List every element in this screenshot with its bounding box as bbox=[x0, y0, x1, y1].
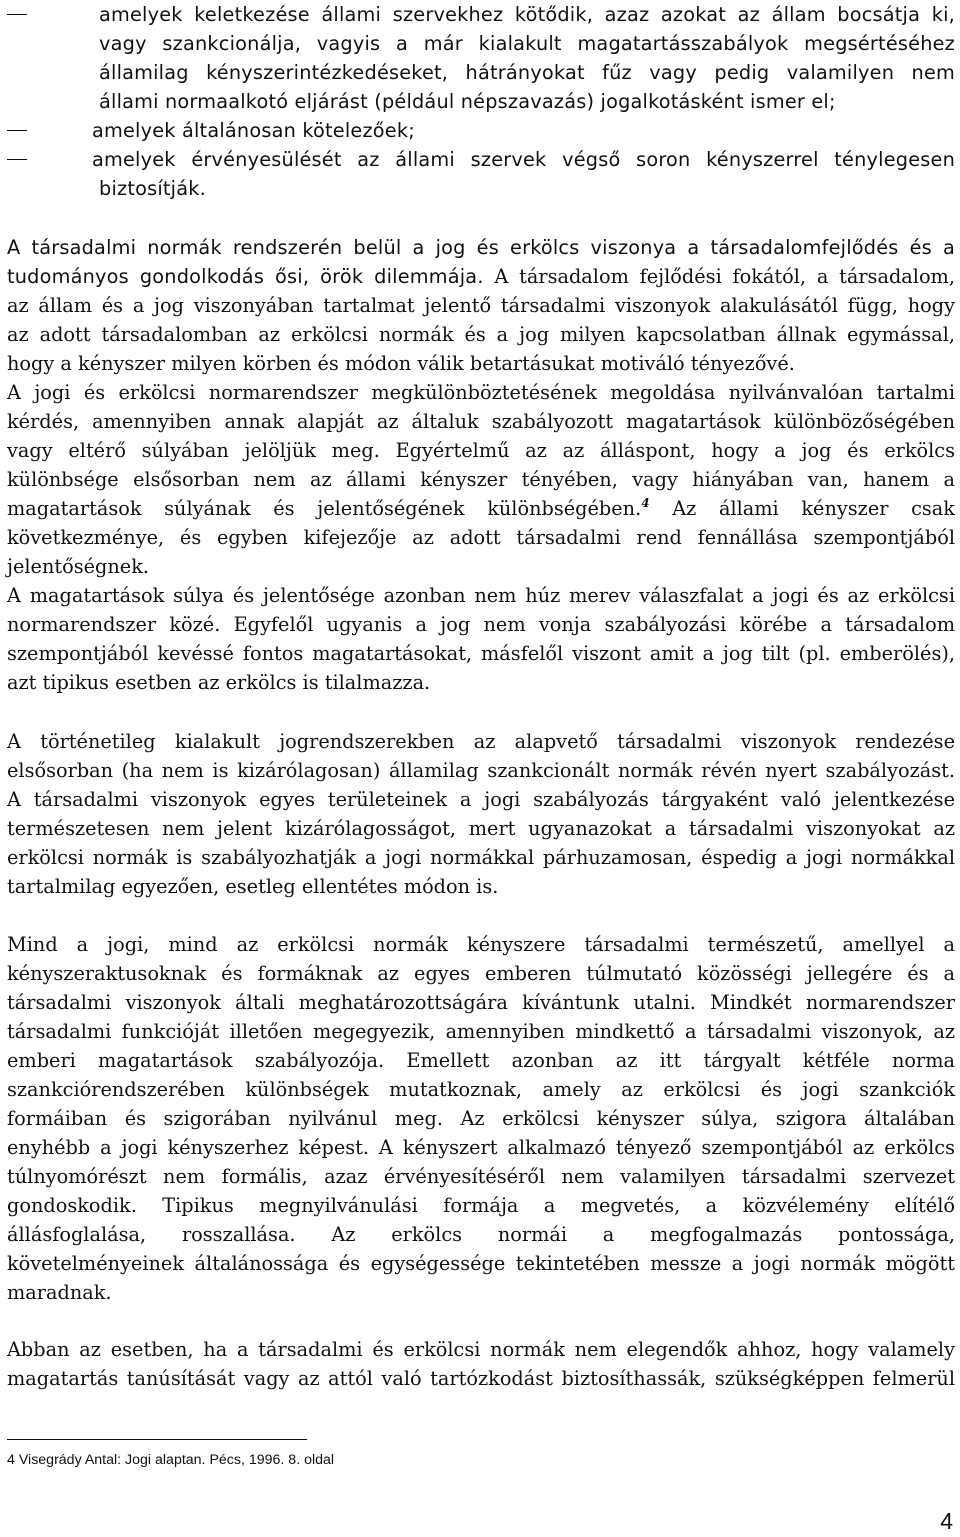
text-line: az adott társadalomban az erkölcsi normák és a jog milyen kapcsolatban állnak egymással, bbox=[7, 323, 955, 346]
text-line: magatartás tanúsítását vagy az attól való tartózkodást biztosíthassák, szükségképpen felmerül bbox=[7, 1367, 955, 1390]
text-line: emberi magatartások szabályozója. Emellett azonban az itt tárgyalt kétféle norma bbox=[7, 1049, 955, 1072]
text-line: tartalmilag egyezően, esetleg ellentétes módon is. bbox=[7, 875, 499, 898]
list-line: állami normaalkotó eljárást (például népszavazás) jogalkotásként ismer el; bbox=[99, 90, 836, 113]
text-line: jelentőségnek. bbox=[7, 555, 150, 578]
text-line: A társadalmi viszonyok egyes területeinek a jogi szabályozás tárgyaként való jelentkezése bbox=[7, 788, 955, 811]
bullet-list bbox=[7, 0, 955, 116]
list-line: amelyek keletkezése állami szervekhez kötődik, azaz azokat az állam bocsátja ki, bbox=[99, 3, 955, 26]
text-line: formáiban és szigorában nyilvánul meg. Az erkölcsi kényszer súlya, szigora általában bbox=[7, 1107, 955, 1130]
text-line: következménye, és egyben kifejezője az adott társadalmi rend fennállása szempontjából bbox=[7, 526, 955, 549]
footnote-marker[interactable]: 4 bbox=[641, 496, 650, 510]
text-span: tudományos gondolkodás ősi, örök dilemmája. bbox=[7, 265, 484, 288]
text-line: kényszeraktusoknak és formáknak az egyes emberen túlmutató közösségi jellegére és a bbox=[7, 962, 955, 985]
list-line: államilag kényszerintézkedéseket, hátrányokat fűz vagy pedig valamilyen nem bbox=[99, 61, 955, 84]
footnote-divider bbox=[7, 1439, 307, 1440]
paragraph bbox=[7, 930, 955, 1307]
text-line: társadalmi funkcióját illetően megegyezik, amennyiben mindkettő a társadalmi viszonyok, az bbox=[7, 1020, 955, 1043]
text-line: A társadalmi normák rendszerén belül a jog és erkölcs viszonya a társadalomfejlődés és a bbox=[7, 236, 955, 259]
text-span: Az állami kényszer csak bbox=[649, 497, 955, 520]
text-line: azt tipikus esetben az erkölcs is tilalmazza. bbox=[7, 671, 431, 694]
text-line: maradnak. bbox=[7, 1281, 112, 1304]
text-line: Mind a jogi, mind az erkölcsi normák kényszere társadalmi természetű, amellyel a bbox=[7, 933, 955, 956]
text-line: normarendszer közé. Egyfelől ugyanis a jog nem vonja szabályozási körébe a társadalom bbox=[7, 613, 955, 636]
list-line: amelyek érvényesülését az állami szervek végső soron kényszerrel ténylegesen bbox=[92, 148, 955, 171]
text-line: elsősorban (ha nem is kizárólagosan) államilag szankcionált normák révén nyert szabályozást. bbox=[7, 759, 955, 782]
text-line: követelményeinek általánossága és egységessége tekintetében messze a jogi normák mögött bbox=[7, 1252, 955, 1275]
text-span: magatartások súlyának és jelentőségének különbségében. bbox=[7, 497, 642, 520]
paragraph bbox=[7, 378, 955, 581]
text-line: szankciórendszerében különbségek mutatkoznak, amely az erkölcsi és jogi szankciók bbox=[7, 1078, 955, 1101]
list-line: biztosítják. bbox=[99, 177, 206, 200]
text-line: túlnyomórészt nem formális, azaz érvényesítéséről nem valamilyen társadalmi szervezet bbox=[7, 1165, 955, 1188]
text-line bbox=[7, 262, 955, 291]
paragraph bbox=[7, 581, 955, 697]
text-span: A társadalom fejlődési fokától, a társadalom, bbox=[494, 265, 955, 288]
page-number: 4 bbox=[940, 1508, 953, 1534]
text-line: erkölcsi normák is szabályozhatják a jogi normákkal párhuzamosan, éspedig a jogi normákkal bbox=[7, 846, 955, 869]
dash-bullet-icon bbox=[7, 130, 27, 131]
dash-bullet-icon bbox=[7, 14, 27, 15]
bullet-item bbox=[7, 116, 955, 145]
text-line: társadalmi viszonyok általi meghatározottságára kívántunk utalni. Mindkét normarendszer bbox=[7, 991, 955, 1014]
text-line: A jogi és erkölcsi normarendszer megkülönböztetésének megoldása nyilvánvalóan tartalmi bbox=[7, 381, 955, 404]
text-line bbox=[7, 494, 955, 523]
document-page bbox=[7, 0, 955, 1537]
footnote: 4 Visegrády Antal: Jogi alaptan. Pécs, 1996. 8. oldal bbox=[7, 1452, 335, 1468]
text-line: A magatartások súlya és jelentősége azonban nem húz merev válaszfalat a jogi és az erkölcsi bbox=[7, 584, 955, 607]
list-line: vagy szankcionálja, vagyis a már kialakult magatartásszabályok megsértéséhez bbox=[99, 32, 955, 55]
bullet-item bbox=[7, 145, 955, 203]
text-line: különbsége elsősorban nem az állami kényszer tényében, vagy hiányában van, hanem a bbox=[7, 468, 955, 491]
text-line: az állam és a jog viszonyában tartalmat jelentő társadalmi viszonyok alakulásától függ, hogy bbox=[7, 294, 955, 317]
text-line: vagy eltérő súlyában jelöljük meg. Egyértelmű az az álláspont, hogy a jog és erkölcs bbox=[7, 439, 955, 462]
text-line: hogy a kényszer milyen körben és módon válik betartásukat motiváló tényezővé. bbox=[7, 352, 795, 375]
paragraph bbox=[7, 233, 955, 378]
text-line: kérdés, amennyiben annak alapját az általuk szabályozott magatartások különbözőségében bbox=[7, 410, 955, 433]
list-line: amelyek általánosan kötelezőek; bbox=[92, 119, 415, 142]
text-line: szempontjából kevéssé fontos magatartásokat, másfelől viszont amit a jog tilt (pl. emberölés), bbox=[7, 642, 955, 665]
text-line: Abban az esetben, ha a társadalmi és erkölcsi normák nem elegendők ahhoz, hogy valamely bbox=[7, 1338, 955, 1361]
text-line: állásfoglalása, rosszallása. Az erkölcs normái a megfogalmazás pontossága, bbox=[7, 1223, 955, 1246]
text-line: természetesen nem jelent kizárólagosságot, mert ugyanazokat a társadalmi viszonyokat az bbox=[7, 817, 955, 840]
text-line: A történetileg kialakult jogrendszerekben az alapvető társadalmi viszonyok rendezése bbox=[7, 730, 955, 753]
text-line: enyhébb a jogi kényszerhez képest. A kényszert alkalmazó tényező szempontjából az erkölcs bbox=[7, 1136, 955, 1159]
paragraph bbox=[7, 727, 955, 901]
text-line: gondoskodik. Tipikus megnyilvánulási formája a megvetés, a közvélemény elítélő bbox=[7, 1194, 955, 1217]
dash-bullet-icon bbox=[7, 159, 27, 160]
paragraph bbox=[7, 1335, 955, 1393]
